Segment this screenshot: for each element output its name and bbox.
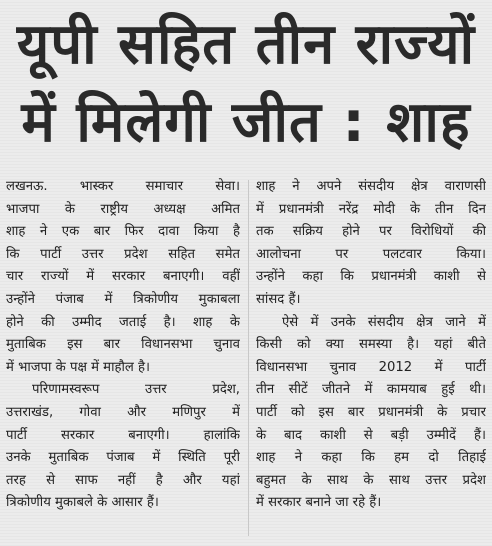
article-line: लखनऊ. भास्कर समाचार सेवा।: [6, 179, 240, 194]
headline-line-2: में मिलेगी जीत : शाह: [21, 90, 471, 155]
article-line: भाजपा के राष्ट्रीय अध्यक्ष अमित: [6, 201, 240, 217]
article-line: कि पार्टी उत्तर प्रदेश सहित समेत: [6, 246, 240, 262]
article-line: त्रिकोणीय मुकाबले के आसार हैं।: [6, 495, 159, 511]
article-line: उन्होंने पंजाब में त्रिकोणीय मुकाबला: [6, 291, 240, 307]
column-divider: [248, 180, 249, 536]
article-line: मुताबिक इस बार विधानसभा चुनाव: [6, 337, 240, 353]
article-line: तीन सीटें जीतने में कामयाब हुई थी।: [256, 382, 486, 398]
article-line: बहुमत के साथ के साथ उत्तर प्रदेश: [256, 472, 486, 488]
article-line: आलोचना पर पलटवार किया।: [256, 246, 486, 262]
article-right-column: [256, 176, 486, 515]
article-line: में प्रधानमंत्री नरेंद्र मोदी के तीन दिन: [256, 201, 486, 217]
article-line: तरह से साफ नहीं है और यहां: [6, 472, 240, 488]
article-line: पार्टी को इस बार प्रधानमंत्री के प्रचार: [256, 404, 486, 420]
article-line: ऐसे में उनके संसदीय क्षेत्र जाने में: [282, 314, 486, 330]
article-line: परिणामस्वरूप उत्तर प्रदेश,: [32, 382, 240, 398]
article-line: पार्टी सरकार बनाएगी। हालांकि: [6, 427, 240, 443]
article-line: सांसद हैं।: [256, 291, 301, 307]
article-line: उत्तराखंड, गोवा और मणिपुर में: [6, 404, 240, 420]
article-line: होने की उम्मीद जताई है। शाह के: [6, 314, 240, 330]
article-line: शाह ने कहा कि हम दो तिहाई: [256, 450, 486, 466]
article-line: विधानसभा चुनाव 2012 में पार्टी: [256, 359, 486, 375]
article-line: चार राज्यों में सरकार बनाएगी। वहीं: [6, 269, 240, 285]
article-line: उन्होंने कहा कि प्रधानमंत्री काशी से: [256, 269, 486, 285]
headline-line-1: यूपी सहित तीन राज्यों: [16, 12, 476, 77]
article-line: में सरकार बनाने जा रहे हैं।: [256, 495, 382, 511]
article-left-column: [6, 176, 240, 515]
article-line: शाह ने अपने संसदीय क्षेत्र वाराणसी: [256, 179, 486, 194]
article-line: में भाजपा के पक्ष में माहौल है।: [6, 359, 151, 375]
article-line: शाह ने एक बार फिर दावा किया है: [6, 224, 240, 240]
article-line: के बाद काशी से बड़ी उम्मीदें हैं।: [256, 427, 486, 443]
article-line: उनके मुताबिक पंजाब में स्थिति पूरी: [6, 450, 240, 466]
article-line: तक सक्रिय होने पर विरोधियों की: [256, 224, 486, 240]
article-line: किसी को क्या समस्या है। यहां बीते: [256, 337, 486, 353]
